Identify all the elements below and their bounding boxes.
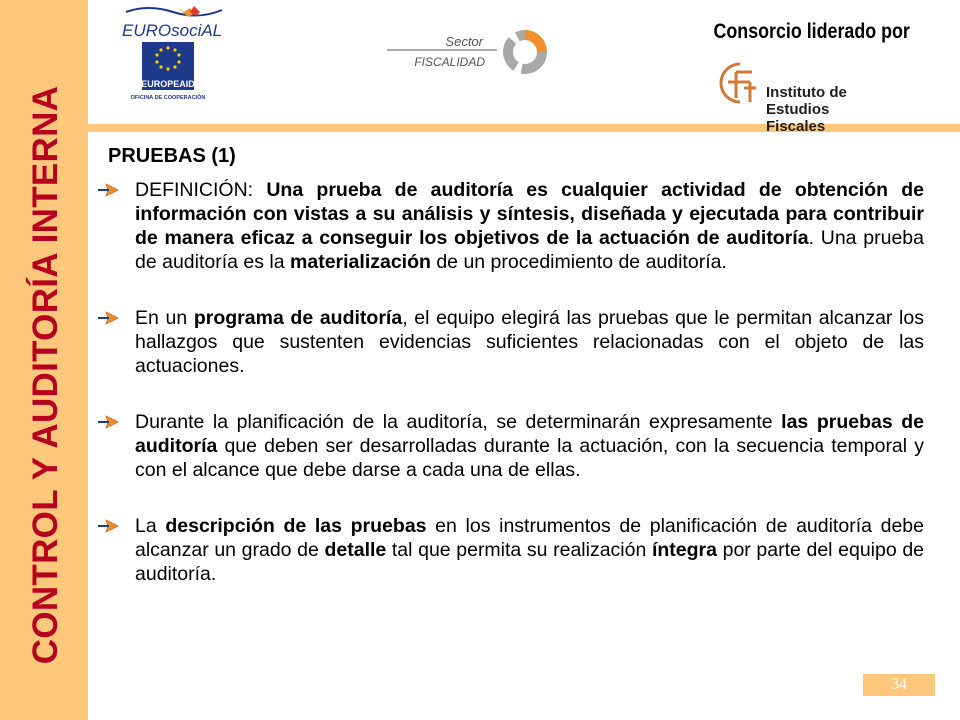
cooperation-office-label: OFICINA DE COOPERACIÓN: [130, 95, 206, 101]
bullet-4-text-1: La: [135, 515, 166, 537]
bullet-item: [98, 514, 924, 586]
bullet-1-text-5: de un procedimiento de auditoría.: [430, 251, 727, 273]
fiscalidad-label: FISCALIDAD: [414, 55, 485, 69]
institute-name: [766, 84, 872, 135]
institute-name-line2: Estudios Fiscales: [766, 101, 830, 135]
bullet-4-text-2: descripción de las pruebas: [165, 515, 427, 537]
institute-name-line1: Instituto de: [766, 84, 847, 101]
bullet-item: [98, 410, 924, 482]
consortium-title: Consorcio liderado por: [713, 20, 910, 43]
arrow-bullet-icon: [98, 182, 118, 198]
bullet-3-text-2: las pruebas de auditoría: [135, 411, 925, 457]
sidebar-title: CONTROL Y AUDITORÍA INTERNA: [26, 85, 65, 665]
bullet-1-text-3: . Una prueba de auditoría es la: [135, 227, 924, 273]
bullet-1-text-2: Una prueba de auditoría es cualquier actividad de obtención de información con vistas a su análisis y síntesis, diseñada y ejecutada para contribuir de manera eficaz a conseguir los objetivos de la actuación de auditoría: [135, 179, 924, 249]
bullet-item: [98, 306, 924, 378]
bullet-3-text-1: Durante la planificación de la auditoría, se determinarán expresamente: [135, 411, 782, 433]
arrow-bullet-icon: [98, 414, 118, 430]
bullet-3-text-3: que deben ser desarrolladas durante la actuación, con la secuencia temporal y con el alcance que debe darse a cada una de ellas.: [135, 435, 924, 481]
bullet-4-text-7: por parte del equipo de auditoría.: [135, 539, 925, 585]
eu-flag-icon: [142, 42, 194, 76]
left-sidebar: [0, 0, 88, 720]
ief-monogram-icon: [710, 58, 770, 108]
bullet-1-text-1: DEFINICIÓN:: [135, 179, 267, 201]
ring-icon: [508, 35, 542, 69]
slide-heading: PRUEBAS (1): [108, 145, 236, 167]
bullet-4-text-5: tal que permita su realización: [386, 539, 652, 561]
bullet-1-text-4: materialización: [290, 251, 431, 273]
eurosocial-wordmark: EUROsociAL: [122, 21, 223, 40]
bullet-4-text-4: detalle: [324, 539, 387, 561]
sector-label: Sector: [445, 34, 483, 49]
sector-fiscalidad-logo: [385, 22, 555, 88]
ief-logo: [708, 54, 872, 135]
bullet-4-text-3: en los instrumentos de planificación de auditoría debe alcanzar un grado de: [135, 515, 924, 561]
arrow-bullet-icon: [98, 518, 118, 534]
bullet-2-text-1: En un: [135, 307, 194, 329]
consortium-block: [700, 20, 910, 135]
page-number: 34: [863, 674, 935, 696]
bullet-list: [98, 178, 924, 618]
bullet-item: [98, 178, 924, 274]
europeaid-label: EUROPEAID: [141, 79, 195, 89]
bullet-4-text-6: íntegra: [651, 539, 717, 561]
bullet-2-text-3: , el equipo elegirá las pruebas que le permitan alcanzar los hallazgos que sustenten evidencias suficientes relacionadas con el objeto de las actuaciones.: [135, 307, 924, 377]
bullet-2-text-2: programa de auditoría: [193, 307, 403, 329]
arrow-bullet-icon: [98, 310, 118, 326]
eurosocial-logo: [118, 4, 228, 108]
